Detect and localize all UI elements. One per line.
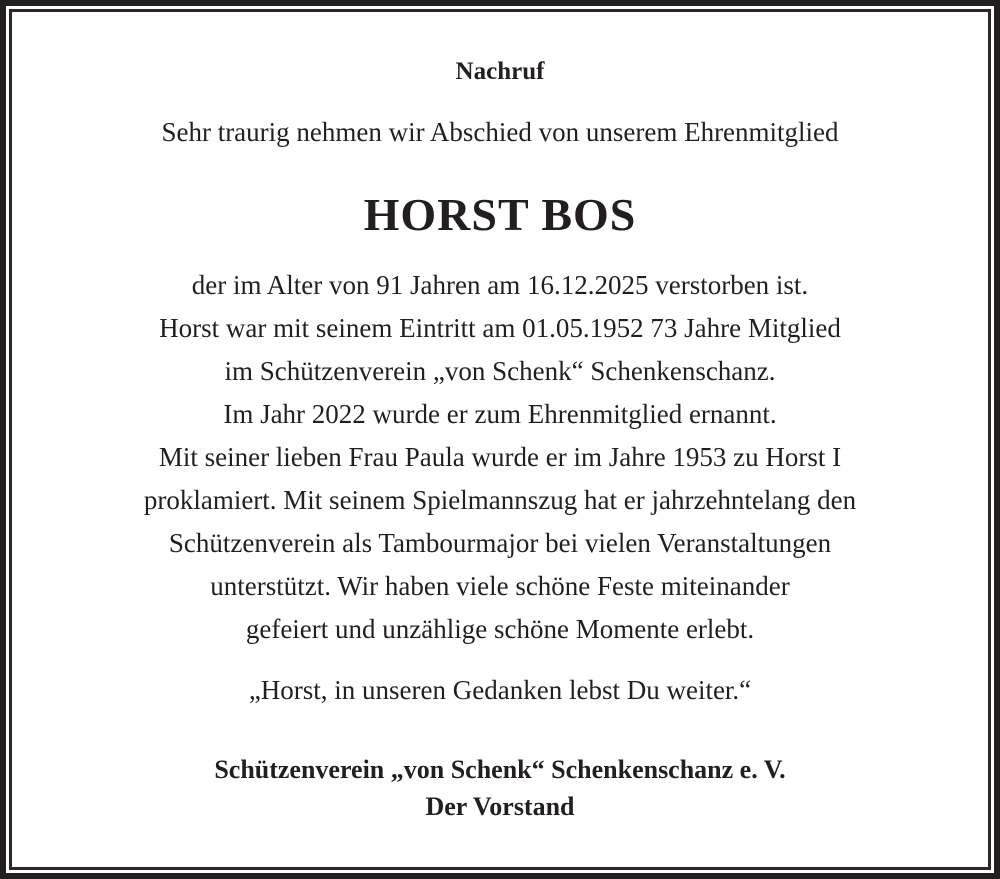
notice-kicker: Nachruf — [455, 58, 545, 85]
body-line: im Schützenverein „von Schenk“ Schenkenschanz. — [224, 356, 776, 386]
body-line: proklamiert. Mit seinem Spielmannszug hat er jahrzehntelang den — [143, 485, 857, 515]
body-line: Schützenverein als Tambourmajor bei vielen Veranstaltungen — [168, 528, 832, 558]
body-line: Im Jahr 2022 wurde er zum Ehrenmitglied ernannt. — [223, 399, 777, 429]
body-line: gefeiert und unzählige schöne Momente erlebt. — [245, 614, 755, 644]
memorial-quote: „Horst, in unseren Gedanken lebst Du weiter.“ — [248, 675, 752, 705]
signature-organization: Schützenverein „von Schenk“ Schenkenschanz e. V. — [214, 755, 786, 784]
body-line: Mit seiner lieben Frau Paula wurde er im Jahre 1953 zu Horst I — [158, 442, 842, 472]
body-line: der im Alter von 91 Jahren am 16.12.2025 verstorben ist. — [191, 270, 809, 300]
body-line: unterstützt. Wir haben viele schöne Feste miteinander — [210, 571, 790, 601]
body-line: Horst war mit seinem Eintritt am 01.05.1952 73 Jahre Mitglied — [159, 313, 841, 343]
signature-board: Der Vorstand — [425, 792, 575, 821]
notice-intro: Sehr traurig nehmen wir Abschied von unserem Ehrenmitglied — [161, 117, 839, 147]
deceased-name: HORST BOS — [363, 189, 637, 240]
